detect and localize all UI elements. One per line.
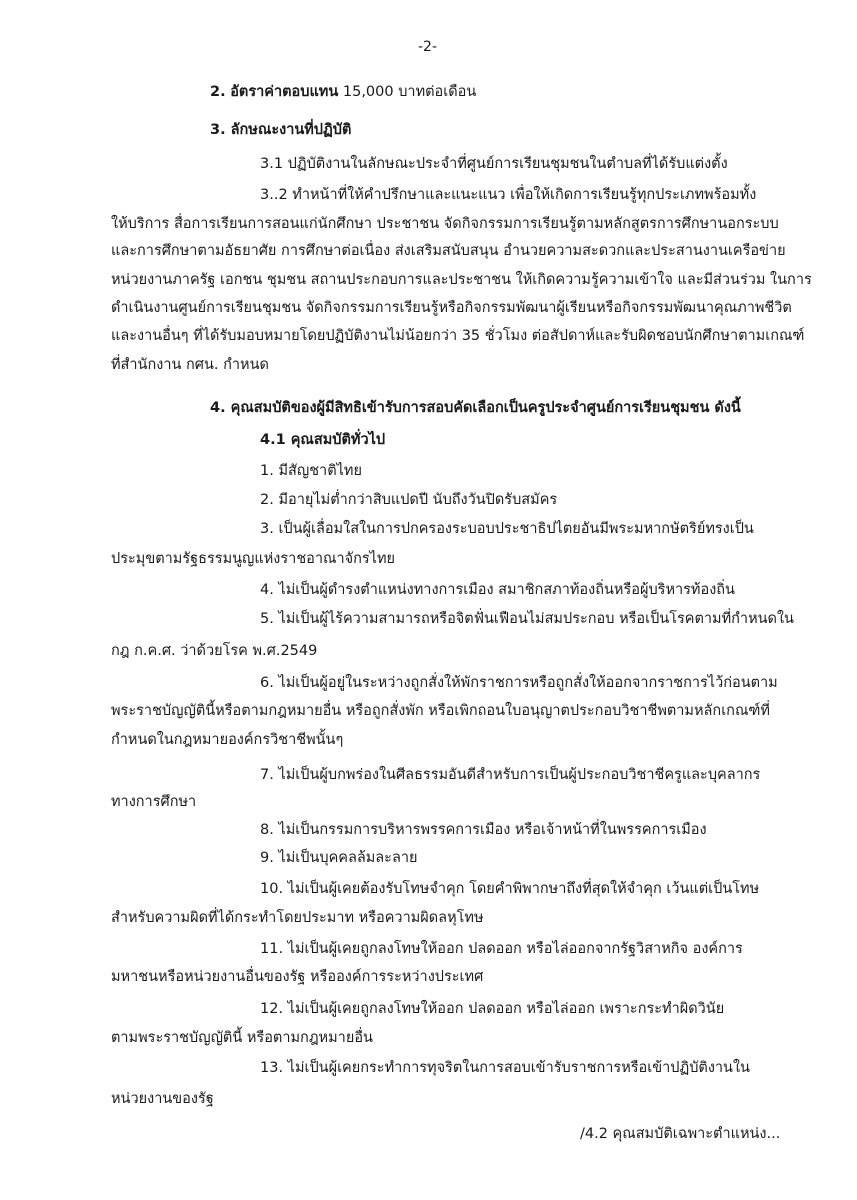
qualification-item-7: 7. ไม่เป็นผู้บกพร่องในศีลธรรมอันดีสำหรับการเป็นผู้ประกอบวิชาชีครูและบุคลากร — [260, 767, 761, 783]
section-3-item-2-line: 3..2 ทำหน้าที่ให้คำปรึกษาและแนะแนว เพื่อให้เกิดการเรียนรู้ทุกประเภทพร้อมทั้ง — [260, 187, 757, 203]
qualification-item-10: 10. ไม่เป็นผู้เคยต้องรับโทษจำคุก โดยคำพิพากษาถึงที่สุดให้จำคุก เว้นแต่เป็นโทษ — [260, 881, 760, 897]
qualification-item-1: 1. มีสัญชาติไทย — [260, 463, 362, 479]
qualification-item-6-cont: กำหนดในกฎหมายองค์กรวิชาชีพนั้นๆ — [111, 732, 344, 748]
section-2-label: อัตราค่าตอบแทน — [230, 84, 339, 100]
qualification-item-5: 5. ไม่เป็นผู้ไร้ความสามารถหรือจิตฟั่นเฟือนไม่สมประกอบ หรือเป็นโรคตามที่กำหนดใน — [260, 611, 794, 627]
section-3-item-2-line: และงานอื่นๆ ที่ได้รับมอบหมายโดยปฏิบัติงานไม่น้อยกว่า 35 ชั่วโมง ต่อสัปดาห์และรับผิดชอบนักศึกษาตามเกณฑ์ — [111, 328, 805, 344]
qualification-item-12: 12. ไม่เป็นผู้เคยถูกลงโทษให้ออก ปลดออก หรือไล่ออก เพราะกระทำผิดวินัย — [260, 1001, 725, 1017]
qualification-item-10-cont: สำหรับความผิดที่ได้กระทำโดยประมาท หรือความผิดลหุโทษ — [111, 910, 484, 926]
qualification-item-6-cont: พระราชบัญญัตินี้หรือตามกฎหมายอื่น หรือถูกสั่งพัก หรือเพิกถอนใบอนุญาตประกอบวิชาชีพตามหลักเกณฑ์ที่ — [111, 703, 770, 719]
qualification-item-12-cont: ตามพระราชบัญญัตินี้ หรือตามกฎหมายอื่น — [111, 1030, 373, 1046]
qualification-item-4: 4. ไม่เป็นผู้ดำรงตำแหน่งทางการเมือง สมาชิกสภาท้องถิ่นหรือผู้บริหารท้องถิ่น — [260, 582, 735, 598]
section-4-1-heading: 4.1 คุณสมบัติทั่วไป — [260, 432, 386, 448]
section-3-item-1: 3.1 ปฏิบัติงานในลักษณะประจำที่ศูนย์การเรียนชุมชนในตำบลที่ได้รับแต่งตั้ง — [260, 156, 728, 172]
qualification-item-13: 13. ไม่เป็นผู้เคยกระทำการทุจริตในการสอบเข้ารับราชการหรือเข้าปฏิบัติงานใน — [260, 1060, 750, 1076]
section-3-heading: 3. ลักษณะงานที่ปฏิบัติ — [210, 122, 352, 138]
qualification-item-11: 11. ไม่เป็นผู้เคยถูกลงโทษให้ออก ปลดออก หรือไล่ออกจากรัฐวิสาหกิจ องค์การ — [260, 941, 743, 957]
page-number: -2- — [418, 39, 438, 55]
qualification-item-8: 8. ไม่เป็นกรรมการบริหารพรรคการเมือง หรือเจ้าหน้าที่ในพรรคการเมือง — [260, 822, 707, 838]
continuation-note: /4.2 คุณสมบัติเฉพาะตำแหน่ง... — [580, 1126, 781, 1142]
qualification-item-2: 2. มีอายุไม่ต่ำกว่าสิบแปดปี นับถึงวันปิดรับสมัคร — [260, 492, 558, 508]
section-3-item-2-line: และการศึกษาตามอัธยาศัย การศึกษาต่อเนื่อง ส่งเสริมสนับสนุน อำนวยความสะดวกและประสานงานเครือข่าย — [111, 243, 786, 259]
section-3-item-2-line: ดำเนินงานศูนย์การเรียนชุมชน จัดกิจกรรมการเรียนรู้หรือกิจกรรมพัฒนาผู้เรียนหรือกิจกรรมพัฒนาคุณภาพชีวิต — [111, 300, 792, 316]
section-4-heading: 4. คุณสมบัติของผู้มีสิทธิเข้ารับการสอบคัดเลือกเป็นครูประจำศูนย์การเรียนชุมชน ดังนี้ — [210, 400, 741, 416]
section-3-item-2-line: ที่สำนักงาน กศน. กำหนด — [111, 357, 269, 373]
qualification-item-7-cont: ทางการศึกษา — [111, 794, 197, 810]
qualification-item-13-cont: หน่วยงานของรัฐ — [111, 1091, 214, 1107]
qualification-item-3: 3. เป็นผู้เลื่อมใสในการปกครองระบอบประชาธิปไตยอันมีพระมหากษัตริย์ทรงเป็น — [260, 521, 754, 537]
section-3-item-2-line: หน่วยงานภาครัฐ เอกชน ชุมชน สถานประกอบการและประชาชน ให้เกิดความรู้ความเข้าใจ และมีส่วนร่วม ในการ — [111, 272, 812, 288]
qualification-item-11-cont: มหาชนหรือหน่วยงานอื่นของรัฐ หรือองค์การระหว่างประเทศ — [111, 969, 484, 985]
qualification-item-3-cont: ประมุขตามรัฐธรรมนูญแห่งราชอาณาจักรไทย — [111, 551, 396, 567]
section-3-item-2-line: ให้บริการ สื่อการเรียนการสอนแก่นักศึกษา ประชาชน จัดกิจกรรมการเรียนรู้ตามหลักสูตรการศึกษานอกระบบ — [111, 216, 779, 232]
qualification-item-9: 9. ไม่เป็นบุคคลล้มละลาย — [260, 850, 418, 866]
section-2-number: 2. — [210, 84, 226, 100]
qualification-item-6: 6. ไม่เป็นผู้อยู่ในระหว่างถูกสั่งให้พักราชการหรือถูกสั่งให้ออกจากราชการไว้ก่อนตาม — [260, 675, 778, 691]
section-2-line — [210, 82, 476, 102]
qualification-item-5-cont: กฎ ก.ค.ศ. ว่าด้วยโรค พ.ศ.2549 — [111, 643, 318, 659]
section-2-value: 15,000 บาทต่อเดือน — [342, 84, 477, 100]
